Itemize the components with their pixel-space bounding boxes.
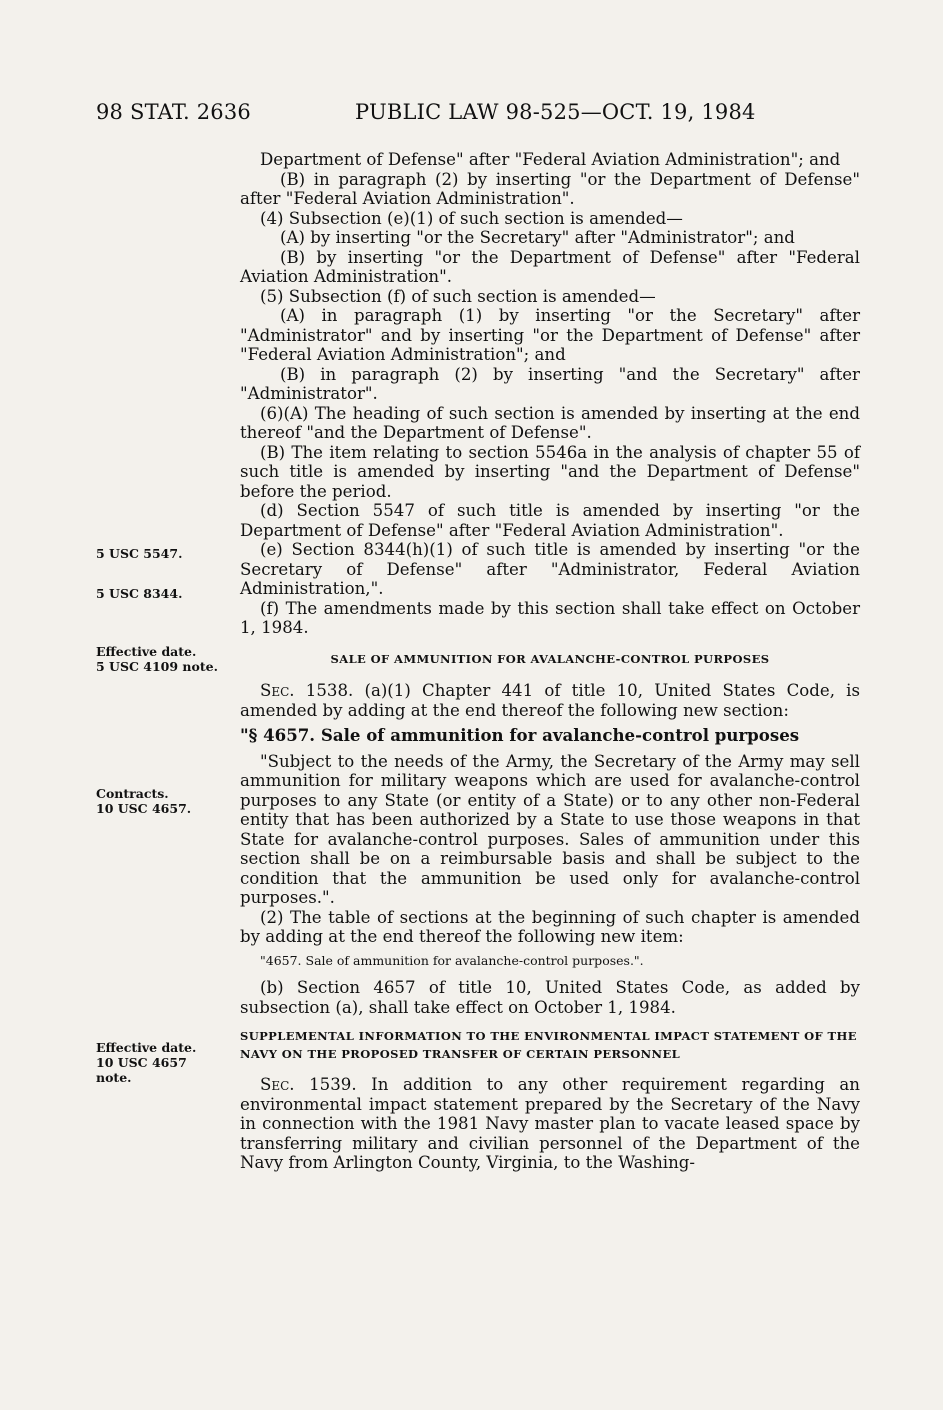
section-label: Sec. 1539. — [260, 1075, 357, 1094]
section-1538 — [240, 681, 860, 720]
section-1539 — [240, 1075, 860, 1173]
paragraph: (2) The table of sections at the beginning of such chapter is amended by adding at the end thereof the following new item: — [240, 907, 860, 946]
paragraph: (b) Section 4657 of title 10, United States Code, as added by subsection (a), shall take effect on October 1, 1984. — [240, 978, 860, 1017]
paragraph: (6)(A) The heading of such section is amended by inserting at the end thereof "and the Department of Defense". — [240, 403, 860, 442]
table-of-sections-item: "4657. Sale of ammunition for avalanche-control purposes.". — [260, 952, 644, 968]
sidenote-contracts-label: Contracts. — [96, 786, 169, 801]
paragraph: (d) Section 5547 of such title is amended by inserting "or the Department of Defense" after "Federal Aviation Administration". — [240, 501, 860, 540]
paragraph: (B) in paragraph (2) by inserting "or the Department of Defense" after "Federal Aviation Administration". — [240, 169, 860, 208]
paragraph: "Subject to the needs of the Army, the Secretary of the Army may sell ammunition for military weapons which are used for avalanche-control purposes to any State (or entity of a State) or to any other non-Federal entity that has been authorized by a State to use those weapons in that State for avalanche-control purposes. Sales of ammunition under this section shall be on a reimbursable basis and shall be subject to the condition that the ammunition be used only for avalanche-control purposes.". — [240, 751, 860, 907]
body-text — [240, 150, 860, 1173]
section-label: Sec. 1538. — [260, 681, 354, 700]
sidenote-effective-date-label: Effective date. — [96, 1040, 197, 1055]
sidenote-contracts — [96, 786, 226, 816]
paragraph: (B) by inserting "or the Department of Defense" after "Federal Aviation Administration". — [240, 247, 860, 286]
section-text: In addition to any other requirement regarding an environmental impact statement prepared by the Secretary of the Navy in connection with the 1981 Navy master plan to vacate leased space by transferring military and civilian personnel of the Department of the Navy from Arlington County, Virginia, to the Washing- — [240, 1075, 860, 1172]
sidenote-usc-reference: 5 USC 4109 note. — [96, 659, 218, 674]
public-law-title: PUBLIC LAW 98-525—OCT. 19, 1984 — [355, 100, 756, 124]
stat-citation: 98 STAT. 2636 — [96, 100, 251, 124]
sidenote-5usc5547: 5 USC 5547. — [96, 546, 183, 561]
sidenote-5usc8344: 5 USC 8344. — [96, 586, 183, 601]
section-heading-environmental: SUPPLEMENTAL INFORMATION TO THE ENVIRONMENTAL IMPACT STATEMENT OF THE NAVY ON THE PROPOSED TRANSFER OF CERTAIN PERSONNEL — [240, 1029, 857, 1061]
sidenote-effective-date-label: Effective date. — [96, 644, 197, 659]
sidenote-note: note. — [96, 1070, 132, 1085]
section-heading-ammunition: SALE OF AMMUNITION FOR AVALANCHE-CONTROL PURPOSES — [330, 651, 770, 666]
paragraph: (B) The item relating to section 5546a in the analysis of chapter 55 of such title is amended by inserting "and the Department of Defense" before the period. — [240, 442, 860, 501]
paragraph: (A) by inserting "or the Secretary" after "Administrator"; and — [280, 228, 795, 247]
section-4657-title: "§ 4657. Sale of ammunition for avalanche-control purposes — [240, 725, 800, 745]
paragraph: (e) Section 8344(h)(1) of such title is amended by inserting "or the Secretary of Defense" after "Administrator, Federal Aviation Administration,". — [240, 540, 860, 598]
sidenote-effective-date-1 — [96, 644, 226, 674]
paragraph: (A) in paragraph (1) by inserting "or the Secretary" after "Administrator" and by inserting "or the Department of Defense" after "Federal Aviation Administration"; and — [240, 306, 860, 364]
paragraph: Department of Defense" after "Federal Aviation Administration"; and — [260, 150, 841, 169]
section-text: (a)(1) Chapter 441 of title 10, United States Code, is amended by adding at the end thereof the following new section: — [240, 681, 860, 720]
paragraph: (f) The amendments made by this section shall take effect on October 1, 1984. — [240, 598, 860, 637]
paragraph: (4) Subsection (e)(1) of such section is amended— — [260, 208, 683, 228]
sidenote-effective-date-2 — [96, 1040, 226, 1085]
sidenote-usc-reference: 10 USC 4657. — [96, 801, 192, 816]
paragraph: (B) in paragraph (2) by inserting "and the Secretary" after "Administrator". — [240, 364, 860, 403]
sidenote-usc-reference: 10 USC 4657 — [96, 1055, 187, 1070]
paragraph: (5) Subsection (f) of such section is amended— — [260, 286, 656, 306]
